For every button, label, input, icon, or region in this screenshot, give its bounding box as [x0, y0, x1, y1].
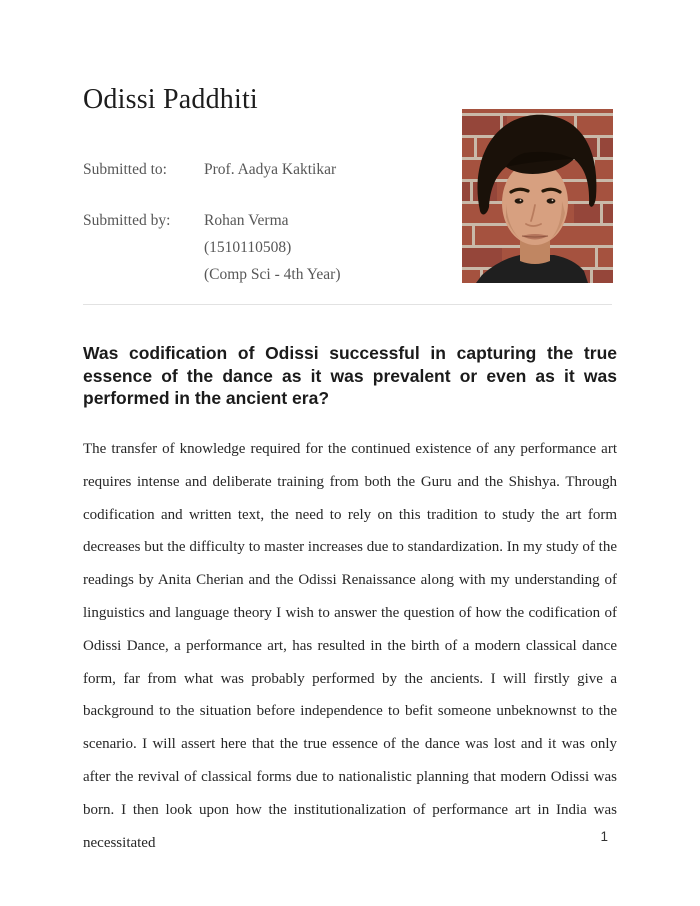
submitted-by-value: [204, 207, 340, 288]
submitted-by-roll-number: (1510110508): [204, 239, 292, 256]
student-portrait-image: [462, 109, 613, 283]
essay-question-heading: Was codification of Odissi successful in capturing the true essence of the dance as it was prevalent or even as it was performed in the ancient era?: [83, 343, 617, 408]
submitted-by-label: Submitted by:: [83, 212, 171, 229]
submitted-to-label: Submitted to:: [83, 161, 167, 178]
student-portrait-photo: [462, 109, 613, 283]
submitted-by-name: Rohan Verma: [204, 212, 289, 229]
section-divider: [83, 304, 612, 305]
document-title: Odissi Paddhiti: [83, 84, 258, 115]
page-number: 1: [600, 829, 608, 844]
submitted-to-value: Prof. Aadya Kaktikar: [204, 161, 337, 178]
submitted-by-program: (Comp Sci - 4th Year): [204, 266, 341, 283]
essay-body-paragraph: The transfer of knowledge required for the continued existence of any performance art requires intense and deliberate training from both the Guru and the Shishya. Through codification and written text, the need to rely on this tradition to study the art form decreases but the difficulty to master increases due to standardization. In my study of the readings by Anita Cherian and the Odissi Renaissance along with my understanding of linguistics and language theory I wish to answer the question of how the codification of Odissi Dance, a performance art, has resulted in the birth of a modern classical dance form, far from what was probably performed by the ancients. I will firstly give a background to the situation before independence to befit someone unbeknownst to the scenario. I will assert here that the true essence of the dance was lost and it was only after the revival of classical forms due to nationalistic planning that modern Odissi was born. I then look upon how the institutionalization of performance art in India was necessitated: [83, 441, 617, 851]
